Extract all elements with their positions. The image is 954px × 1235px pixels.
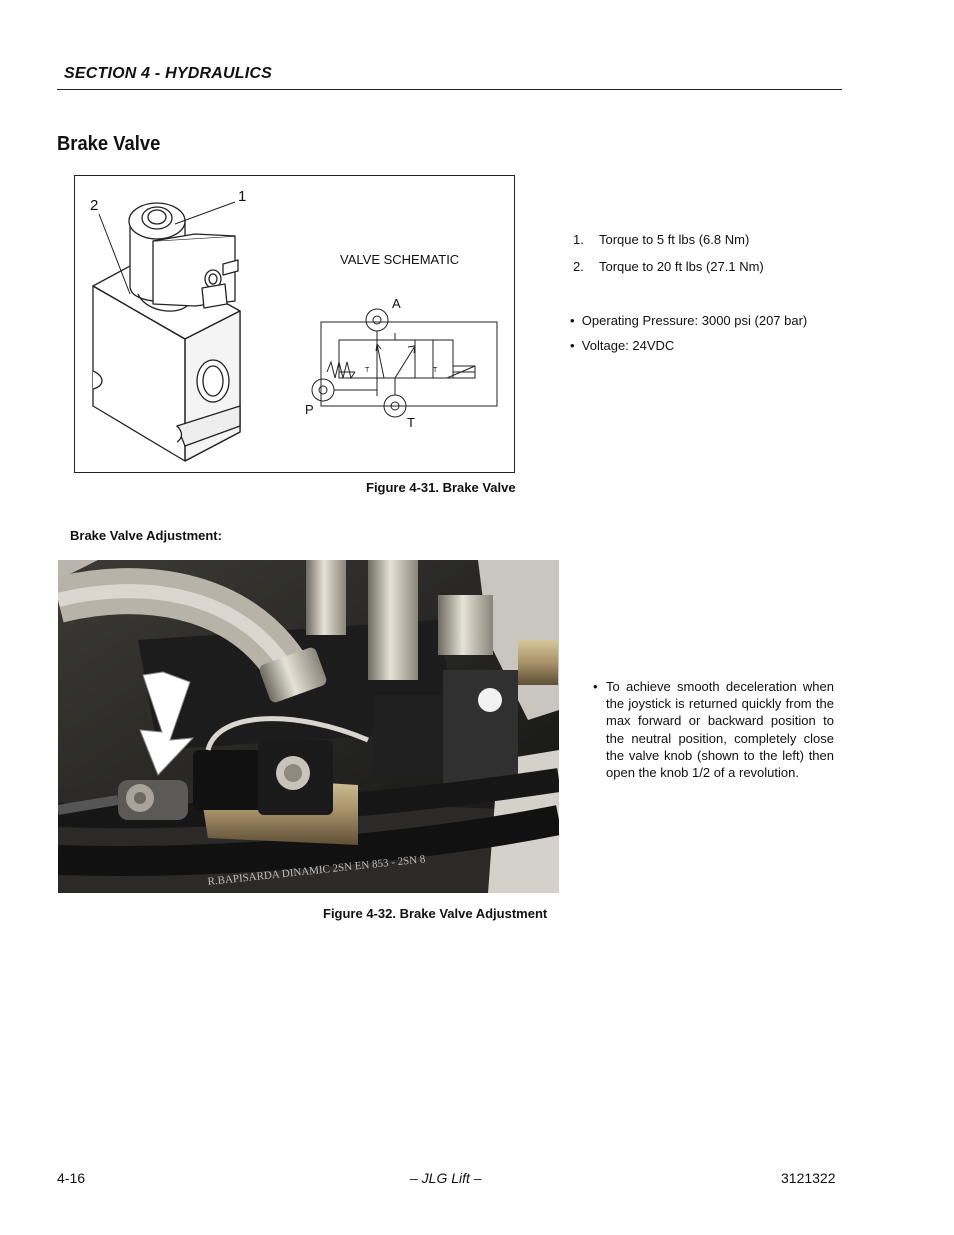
list-item: • Operating Pressure: 3000 psi (207 bar) [570, 313, 808, 328]
list-item: 1. Torque to 5 ft lbs (6.8 Nm) [573, 232, 750, 247]
bullet-icon: • [570, 313, 575, 328]
valve-schematic [312, 309, 497, 417]
port-t-label: T [407, 415, 415, 430]
section-header: SECTION 4 - HYDRAULICS [64, 65, 272, 82]
page-title: Brake Valve [57, 133, 161, 155]
spec-list [570, 313, 807, 363]
tank-mark-left: T [365, 367, 370, 374]
callout-1: 1 [238, 188, 247, 205]
callout-2: 2 [90, 197, 99, 214]
port-a-label: A [392, 296, 401, 311]
schematic-label: VALVE SCHEMATIC [340, 252, 460, 267]
brake-valve-drawing [75, 176, 514, 472]
footer-brand: – JLG Lift – [410, 1170, 482, 1186]
bullet-icon: • [570, 338, 575, 353]
figure-caption-4-31: Figure 4-31. Brake Valve [366, 480, 516, 495]
callout-1-leader [175, 202, 235, 224]
list-item: 2. Torque to 20 ft lbs (27.1 Nm) [573, 259, 764, 274]
tank-mark-right: T [433, 367, 438, 374]
bullet-icon: • [593, 679, 598, 694]
torque-list [573, 232, 764, 286]
list-item: • Voltage: 24VDC [570, 338, 675, 353]
hose-print: R.BAPISARDA DINAMIC 2SN EN 853 - 2SN 8 [207, 853, 426, 888]
adjustment-instruction [593, 678, 834, 781]
document-number: 3121322 [781, 1170, 836, 1186]
page-number: 4-16 [57, 1170, 86, 1186]
instruction-text: To achieve smooth deceleration when the joystick is returned quickly from the max forward or backward position to the neutral position, completely close the valve knob (shown to the left) then open the knob 1/2 of a revolution. [606, 679, 834, 781]
figure-brake-valve [74, 175, 515, 473]
port-p-label: P [305, 402, 314, 417]
brake-valve-photo [58, 560, 559, 893]
adjustment-heading: Brake Valve Adjustment: [70, 528, 222, 543]
header-rule [57, 89, 842, 90]
figure-caption-4-32: Figure 4-32. Brake Valve Adjustment [323, 906, 548, 921]
